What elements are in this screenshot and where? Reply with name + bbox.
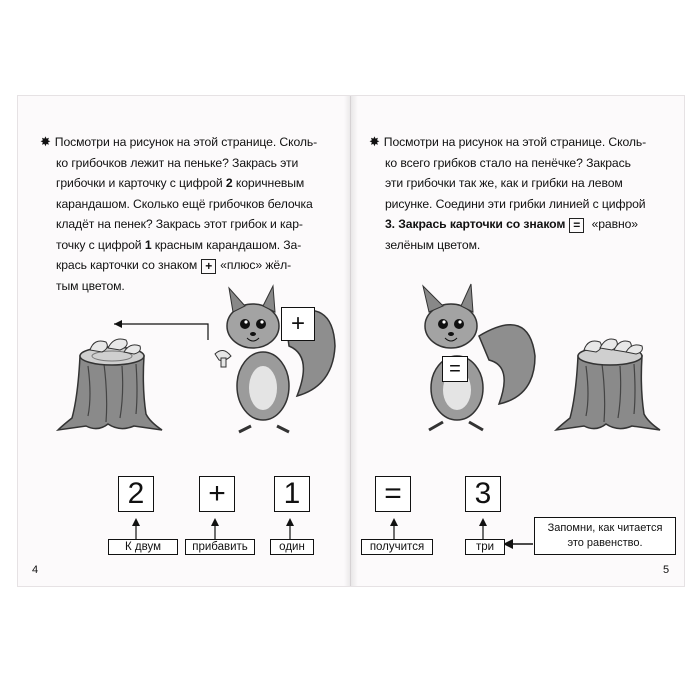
bold-digit: 2 xyxy=(225,176,233,190)
instruction-line: «равно» xyxy=(591,217,638,231)
note-line: это равенство. xyxy=(567,537,643,549)
label-k-dvum: К двум xyxy=(108,539,178,555)
left-instruction xyxy=(40,132,340,296)
plus-box-inline: + xyxy=(201,259,216,274)
label-pribavit: прибавить xyxy=(185,539,255,555)
bold-digit: 1 xyxy=(144,237,152,252)
equals-box-inline: = xyxy=(569,218,584,233)
note-line: Запомни, как читается xyxy=(547,522,663,534)
label-poluchitsya: получится xyxy=(361,539,433,555)
instruction-line: кладёт на пенек? Закрась этот грибок и кар- xyxy=(56,217,303,231)
instruction-line: 3. Закрась карточки со знаком xyxy=(385,217,566,231)
instruction-line: эти грибочки так же, как и грибки на левом xyxy=(385,176,623,190)
instruction-line: ко грибочков лежит на пеньке? Закрась эти xyxy=(56,155,299,170)
book-gutter xyxy=(344,96,358,586)
squirrel-illustration xyxy=(399,276,549,436)
instruction-line: грибочки и карточку с цифрой xyxy=(56,176,223,190)
squirrel-equals-card: = xyxy=(442,356,468,382)
number-card-3[interactable]: 3 xyxy=(465,476,501,512)
instruction-line: Посмотри на рисунок на этой странице. Сколь- xyxy=(54,135,318,149)
instruction-line: коричневым xyxy=(235,176,305,190)
instruction-line: ко всего грибков стало на пенёчке? Закрась xyxy=(385,155,631,170)
instruction-line: «плюс» жёл- xyxy=(220,258,292,272)
right-instruction xyxy=(369,132,674,255)
instruction-line: рисунке. Соедини эти грибки линией с цифрой xyxy=(385,196,646,211)
instruction-line: крась карточки со знаком xyxy=(56,258,198,272)
number-card-2[interactable]: 2 xyxy=(118,476,154,512)
instruction-line: тым цветом. xyxy=(56,278,125,293)
squirrel-plus-card: + xyxy=(281,307,315,341)
instruction-line: карандашом. Сколько ещё грибочков белочка xyxy=(56,196,313,211)
memo-note xyxy=(534,517,676,555)
page-number-right: 5 xyxy=(663,564,670,576)
left-page xyxy=(18,96,351,586)
page-number-left: 4 xyxy=(32,564,39,576)
right-page xyxy=(351,96,684,586)
instruction-line: красным карандашом. За- xyxy=(154,237,302,252)
squirrel-illustration xyxy=(193,276,343,436)
star-bullet-icon: ✸ xyxy=(40,134,51,149)
label-tri: три xyxy=(465,539,505,555)
workbook-spread xyxy=(18,96,684,586)
star-bullet-icon: ✸ xyxy=(369,134,380,149)
plus-card[interactable]: + xyxy=(199,476,235,512)
instruction-line: Посмотри на рисунок на этой странице. Сколь- xyxy=(383,135,647,149)
equals-card[interactable]: = xyxy=(375,476,411,512)
instruction-line: зелёным цветом. xyxy=(385,237,481,252)
label-odin: один xyxy=(270,539,314,555)
number-card-1[interactable]: 1 xyxy=(274,476,310,512)
stump-illustration xyxy=(556,326,666,436)
instruction-line: точку с цифрой xyxy=(56,237,142,252)
